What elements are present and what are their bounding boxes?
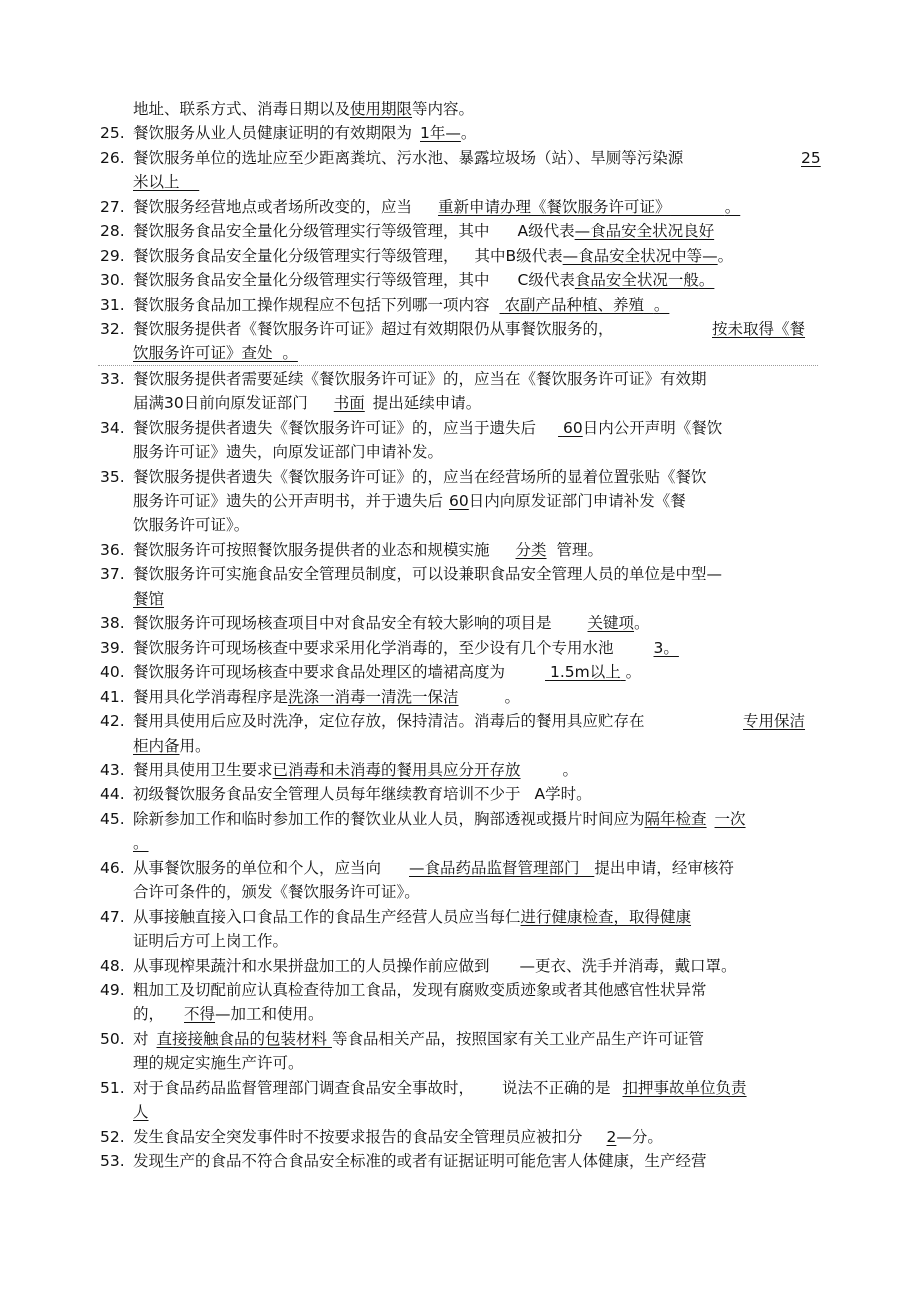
text-segment: 餐饮服务经营地点或者场所改变的，应当 (133, 198, 413, 216)
list-item (0, 1125, 920, 1149)
item-number: 41. (100, 688, 125, 706)
answer-blank: 1.5m以上 (549, 663, 621, 681)
list-item-continuation (0, 1051, 920, 1075)
answer-blank: 60 (562, 419, 583, 437)
item-number: 45. (100, 810, 125, 828)
text-segment: A级代表 (517, 222, 575, 240)
answer-blank: 关键项 (587, 614, 635, 632)
text-segment: 。 (625, 663, 642, 681)
list-item-continuation (0, 587, 920, 611)
list-item (0, 758, 920, 782)
text-segment: 等食品相关产品，按照国家有关工业产品生产许可证管 (331, 1030, 704, 1048)
text-segment: 初级餐饮服务食品安全管理人员每年继续教育培训不少于 (133, 785, 521, 803)
text-segment: 餐饮服务提供者《餐饮服务许可证》超过有效期限仍从事餐饮服务的， (133, 320, 614, 338)
item-number: 51. (100, 1079, 125, 1097)
text-segment: 餐饮服务许可实施食品安全管理员制度，可以设兼职食品安全管理人员的单位是中型— (133, 565, 723, 583)
list-item (0, 856, 920, 880)
list-item-continuation (0, 1002, 920, 1026)
list-item (0, 317, 920, 341)
list-item (0, 1076, 920, 1100)
text-segment: 提出延续申请。 (372, 394, 482, 412)
answer-blank: 洗涤一消毒一清洗一保洁 (288, 688, 459, 706)
list-item (0, 1027, 920, 1051)
item-number: 40. (100, 663, 125, 681)
answer-blank: 农副产品种植、养殖 (504, 296, 644, 314)
list-item-continuation (0, 831, 920, 855)
text-segment: 。 (717, 247, 734, 265)
text-segment: 餐饮服务单位的选址应至少距离粪坑、污水池、暴露垃圾场（站）、旱厕等污染源 (133, 149, 684, 167)
answer-blank: 扣押事故单位负责 (622, 1079, 747, 1097)
item-number: 33. (100, 370, 125, 388)
text-segment: 用。 (179, 737, 211, 755)
text-segment: 理的规定实施生产许可。 (133, 1054, 304, 1072)
text-segment: 等内容。 (412, 100, 475, 118)
item-number: 48. (100, 957, 125, 975)
item-number: 50. (100, 1030, 125, 1048)
list-item (0, 562, 920, 586)
text-segment: 餐饮服务食品安全量化分级管理实行等级管理， (133, 247, 459, 265)
text-segment: —加工和使用。 (215, 1005, 324, 1023)
answer-blank: 60 (449, 492, 469, 510)
text-segment: 。 (698, 271, 715, 289)
answer-blank: 分类 (515, 541, 547, 559)
list-item (0, 660, 920, 684)
list-item (0, 121, 920, 145)
text-segment: 证明后方可上岗工作。 (133, 932, 289, 950)
text-segment: 餐饮服务许可按照餐饮服务提供者的业态和规模实施 (133, 541, 490, 559)
list-item (0, 905, 920, 929)
list-item (0, 195, 920, 219)
text-segment: 餐饮服务食品安全量化分级管理实行等级管理，其中 (133, 222, 490, 240)
text-segment: 管理。 (556, 541, 604, 559)
answer-blank: —食品安全状况良好 (574, 222, 715, 240)
answer-blank: —食品药品监督管理部门 (409, 859, 580, 877)
list-item-continuation (0, 929, 920, 953)
text-segment: 地址、联系方式、消毒日期以及 (133, 100, 351, 118)
text-segment: C级代表 (517, 271, 575, 289)
list-item (0, 685, 920, 709)
answer-blank: 按未取得《餐 (712, 320, 806, 338)
item-number: 37. (100, 565, 125, 583)
text-segment: 人 (133, 1103, 149, 1121)
page-divider (98, 365, 818, 366)
text-segment: 日内公开声明《餐饮 (582, 419, 723, 437)
list-item (0, 709, 920, 733)
answer-blank: 餐馆 (133, 590, 165, 608)
text-segment: 发生食品安全突发事件时不按要求报告的食品安全管理员应被扣分 (133, 1128, 583, 1146)
item-number: 35. (100, 468, 125, 486)
text-segment: 餐用具使用后应及时洗净，定位存放，保持清洁。消毒后的餐用具应贮存在 (133, 712, 645, 730)
answer-blank: 饮服务许可证》查处 (133, 344, 273, 362)
list-item-continuation (0, 440, 920, 464)
answer-blank: 专用保洁 (743, 712, 806, 730)
answer-blank: 直接接触食品的包装材料 (156, 1030, 328, 1048)
answer-blank: 食品安全状况一般 (574, 271, 699, 289)
list-item (0, 219, 920, 243)
answer-blank: 不得 (184, 1005, 216, 1023)
text-segment: 对 (133, 1030, 149, 1048)
text-segment: 除新参加工作和临时参加工作的餐饮业从业人员，胸部透视或摄片时间应为 (133, 810, 645, 828)
item-number: 25. (100, 124, 125, 142)
list-item (0, 416, 920, 440)
answer-blank: —食品安全状况中等— (562, 247, 718, 265)
list-item-continuation (0, 513, 920, 537)
list-item (0, 538, 920, 562)
answer-blank: 使用期限 (350, 100, 413, 118)
item-number: 42. (100, 712, 125, 730)
item-number: 29. (100, 247, 125, 265)
list-item-continuation (0, 734, 920, 758)
answer-blank: 进行健康检查，取得健康 (520, 908, 692, 926)
text-segment: 餐饮服务提供者需要延续《餐饮服务许可证》的，应当在《餐饮服务许可证》有效期 (133, 370, 707, 388)
answer-blank: 已消毒和未消毒的餐用具应分开存放 (272, 761, 521, 779)
item-number: 39. (100, 639, 125, 657)
text-segment: 从事现榨果蔬汁和水果拼盘加工的人员操作前应做到 (133, 957, 490, 975)
item-number: 46. (100, 859, 125, 877)
answer-blank: 柜内备 (133, 737, 180, 755)
text-segment: 。 (653, 296, 670, 314)
text-segment: 的， (133, 1005, 165, 1023)
text-segment: 餐饮服务提供者遗失《餐饮服务许可证》的，应当于遗失后 (133, 419, 537, 437)
text-segment: —更衣、洗手并消毒，戴口罩。 (519, 957, 737, 975)
text-segment: 日内向原发证部门申请补发《餐 (468, 492, 686, 510)
text-segment: 餐饮服务食品安全量化分级管理实行等级管理，其中 (133, 271, 490, 289)
answer-blank: 3。 (653, 639, 679, 657)
item-number: 53. (100, 1152, 125, 1170)
answer-blank: 书面 (333, 394, 365, 412)
text-segment: 餐饮服务提供者遗失《餐饮服务许可证》的，应当在经营场所的显着位置张贴《餐饮 (133, 468, 707, 486)
list-item (0, 978, 920, 1002)
list-item (0, 636, 920, 660)
answer-blank: 2 (606, 1128, 617, 1146)
list-item-continuation (0, 1100, 920, 1124)
list-item (0, 244, 920, 268)
answer-blank: 1年— (420, 124, 461, 142)
text-segment: 从事餐饮服务的单位和个人，应当向 (133, 859, 382, 877)
text-segment: 服务许可证》遗失，向原发证部门申请补发。 (133, 443, 444, 461)
item-number: 47. (100, 908, 125, 926)
text-segment: 。 (562, 761, 579, 779)
text-segment: 届满30日前向原发证部门 (133, 394, 308, 412)
text-segment: 服务许可证》遗失的公开声明书，并于遗失后 (133, 492, 444, 510)
list-item (0, 954, 920, 978)
text-segment: 餐饮服务从业人员健康证明的有效期限为 (133, 124, 413, 142)
text-segment: 其中B级代表 (474, 247, 563, 265)
text-segment: 餐饮服务食品加工操作规程应不包括下列哪一项内容 (133, 296, 490, 314)
answer-blank: 25 (801, 149, 821, 167)
text-segment: 一次 (714, 810, 746, 828)
text-segment: 。 (282, 344, 298, 362)
list-item (0, 611, 920, 635)
list-item-continuation (0, 391, 920, 415)
item-number: 28. (100, 222, 125, 240)
text-segment: —分。 (616, 1128, 663, 1146)
item-number: 36. (100, 541, 125, 559)
text-segment: 餐用具使用卫生要求 (133, 761, 273, 779)
answer-blank: 。 (133, 834, 149, 852)
text-segment: 从事接触直接入口食品工作的食品生产经营人员应当每仁 (133, 908, 521, 926)
text-segment: 。 (504, 688, 521, 706)
list-item (0, 367, 920, 391)
text-segment: 餐用具化学消毒程序是 (133, 688, 289, 706)
list-item-continuation (0, 170, 920, 194)
text-segment: 。 (634, 614, 650, 632)
answer-blank: 重新申请办理《餐饮服务许可证》 (438, 198, 671, 216)
text-segment: 发现生产的食品不符合食品安全标准的或者有证据证明可能危害人体健康，生产经营 (133, 1152, 707, 1170)
item-number: 31. (100, 296, 125, 314)
text-segment: 合许可条件的，颁发《餐饮服务许可证》。 (133, 883, 420, 901)
list-item (0, 97, 920, 121)
text-segment: A学时。 (534, 785, 592, 803)
list-item (0, 146, 920, 170)
text-segment: 饮服务许可证》。 (133, 516, 250, 534)
answer-blank: 米以上 (133, 173, 180, 191)
list-item (0, 807, 920, 831)
item-number: 32. (100, 320, 125, 338)
list-item (0, 268, 920, 292)
item-number: 49. (100, 981, 125, 999)
item-number: 43. (100, 761, 125, 779)
text-segment: 说法不正确的是 (502, 1079, 611, 1097)
item-number: 26. (100, 149, 125, 167)
list-item (0, 465, 920, 489)
text-segment: 餐饮服务许可现场核查中要求采用化学消毒的，至少设有几个专用水池 (133, 639, 614, 657)
list-item-continuation (0, 341, 920, 365)
list-item (0, 293, 920, 317)
text-segment: 对于食品药品监督管理部门调查食品安全事故时， (133, 1079, 475, 1097)
item-number: 38. (100, 614, 125, 632)
answer-blank: 隔年检查 (644, 810, 707, 828)
text-segment: 粗加工及切配前应认真检查待加工食品，发现有腐败变质迹象或者其他感官性状异常 (133, 981, 707, 999)
list-item-continuation (0, 880, 920, 904)
text-segment: 。 (460, 124, 477, 142)
list-item (0, 1149, 920, 1173)
text-segment: 提出申请，经审核符 (594, 859, 734, 877)
text-segment: 。 (724, 198, 741, 216)
item-number: 44. (100, 785, 125, 803)
item-number: 30. (100, 271, 125, 289)
item-number: 52. (100, 1128, 125, 1146)
item-number: 34. (100, 419, 125, 437)
text-segment: 餐饮服务许可现场核查项目中对食品安全有较大影响的项目是 (133, 614, 552, 632)
text-segment: 餐饮服务许可现场核查中要求食品处理区的墙裙高度为 (133, 663, 506, 681)
item-number: 27. (100, 198, 125, 216)
list-item-continuation (0, 489, 920, 513)
list-item (0, 782, 920, 806)
